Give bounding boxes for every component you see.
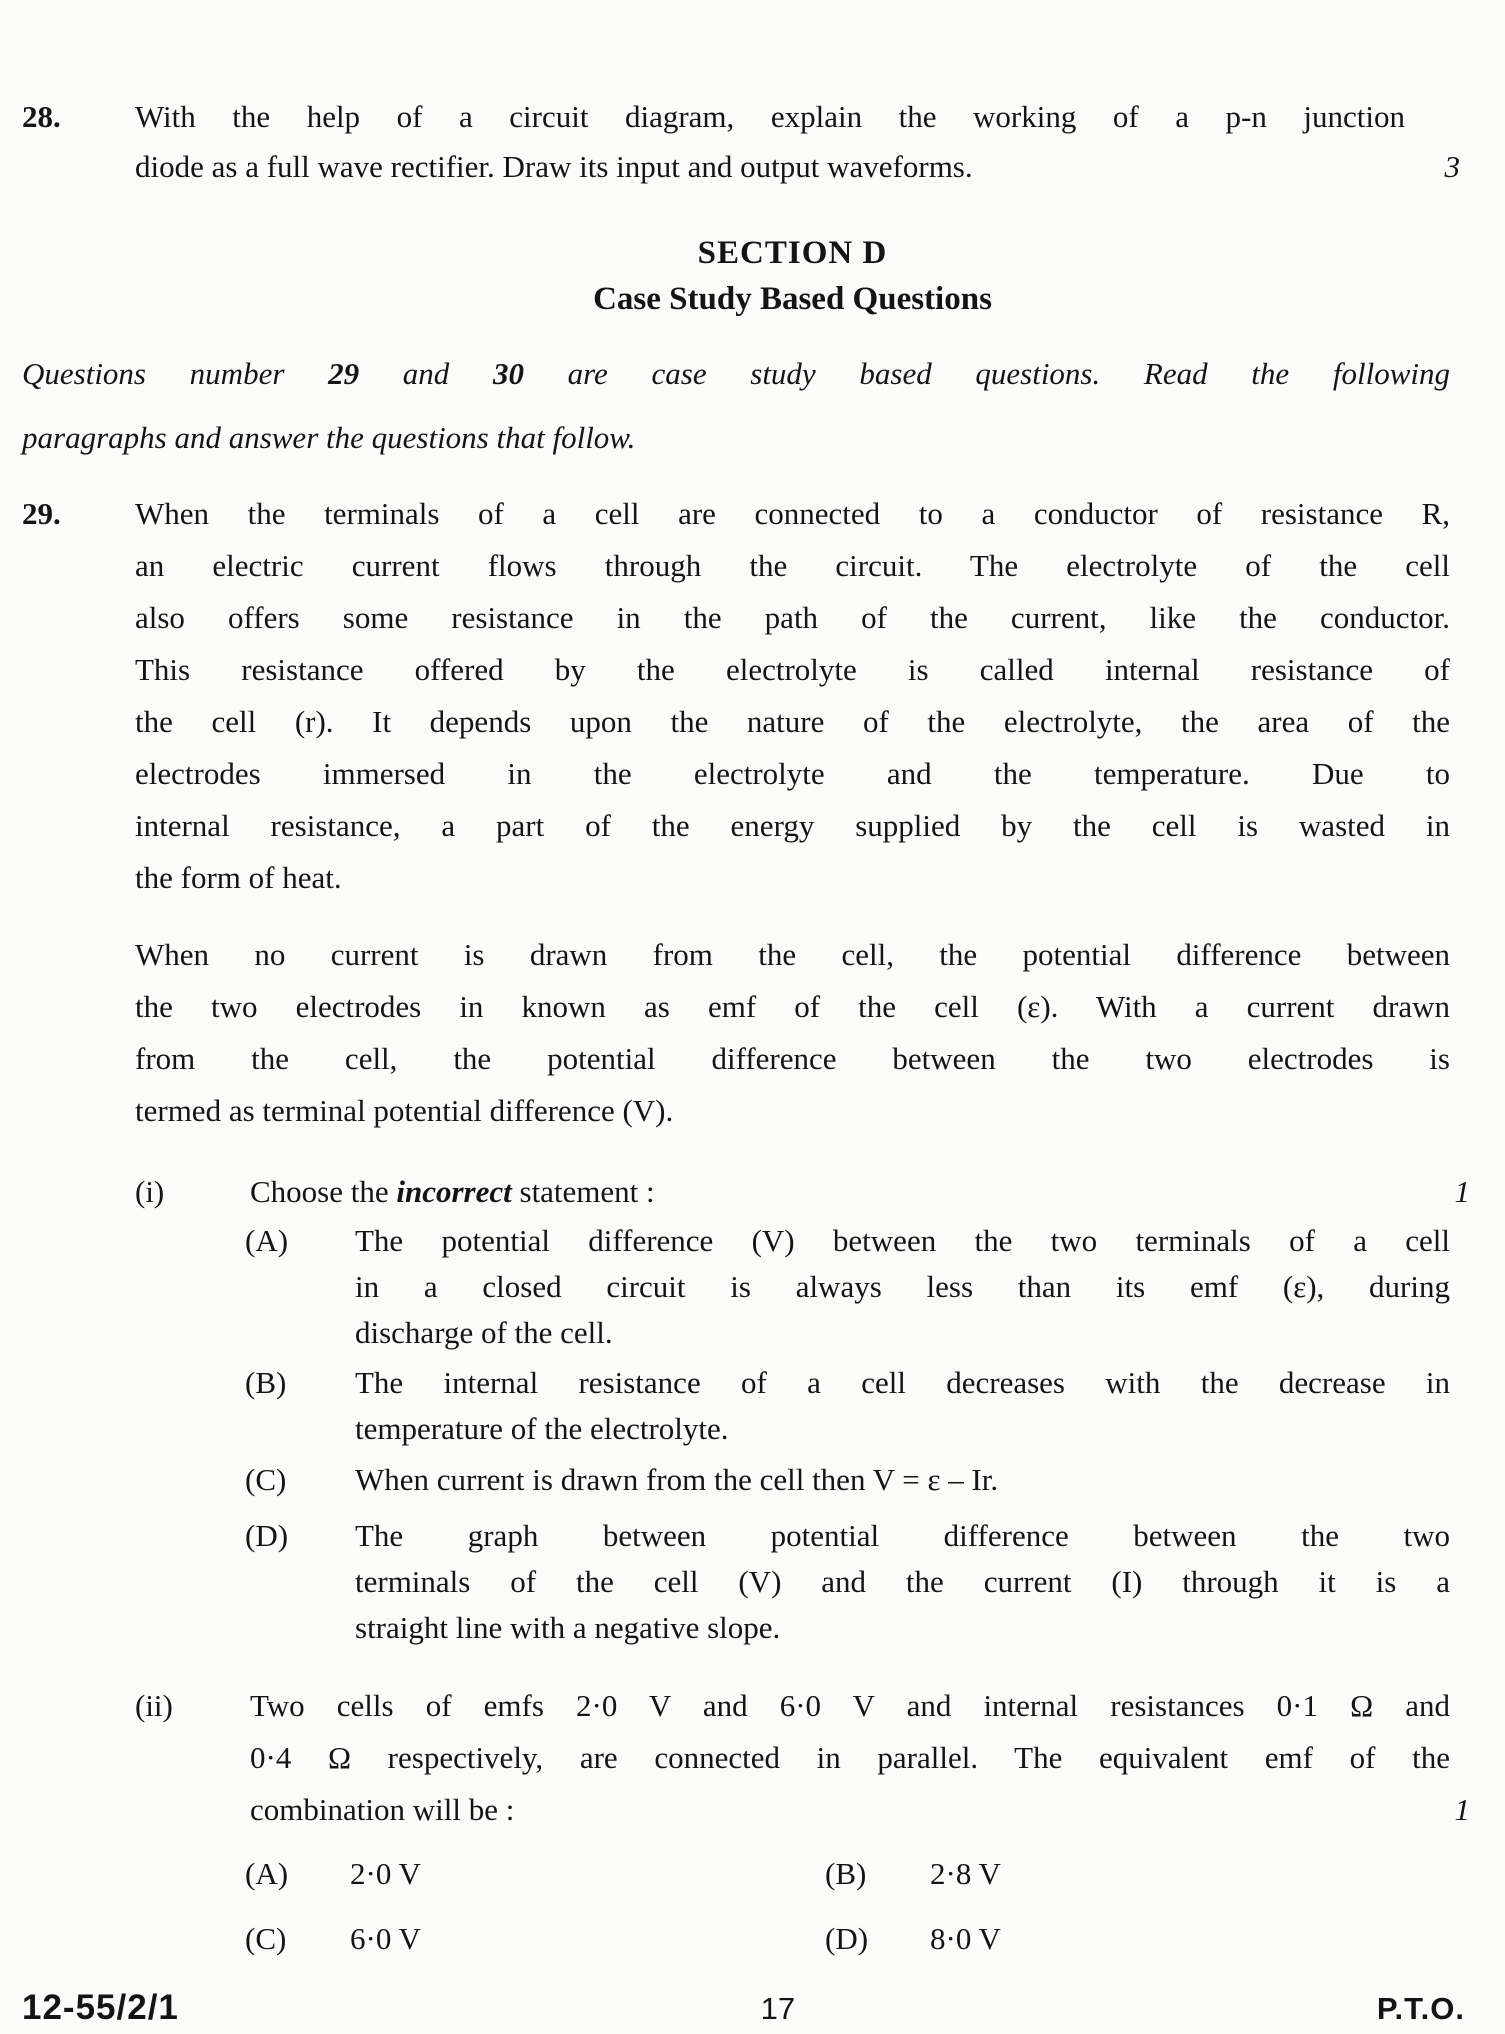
question-29 [22,488,1470,1965]
mcq-option-a-label: (A) [245,1856,289,1891]
option-line: terminals of the cell (V) and the current (I) through it is a [355,1564,1450,1599]
question-29-number: 29. [22,496,61,531]
sub-question-i-header [135,1166,1470,1218]
mcq-option-b-value: 2·8 V [930,1856,1001,1891]
mcq-option-a-value: 2·0 V [350,1856,421,1891]
sub-question-line: 0·4 Ω respectively, are connected in parallel. The equivalent emf of the [250,1740,1450,1775]
option-c [135,1457,1450,1503]
paragraph-line: the cell (r). It depends upon the nature of the electrolyte, the area of the [135,704,1450,739]
instructions-question-number-30: 30 [492,356,524,391]
prompt-emphasis: incorrect [396,1174,512,1209]
paragraph-line: the two electrodes in known as emf of the cell (ε). With a current drawn [135,989,1450,1024]
option-line: The internal resistance of a cell decreases with the decrease in [355,1365,1450,1400]
option-line: in a closed circuit is always less than its emf (ε), during [355,1269,1450,1304]
option-a [135,1218,1450,1356]
paragraph-line: termed as terminal potential difference (V). [135,1093,674,1128]
option-d [135,1513,1450,1651]
paper-code: 12-55/2/1 [22,1988,179,2027]
prompt-text: Choose the [250,1174,397,1209]
question-29-paragraph-1 [135,488,1450,904]
mcq-option-b-label: (B) [825,1856,867,1891]
instructions-question-number-29: 29 [328,356,360,391]
option-line: When current is drawn from the cell then V = ε – Ir. [355,1462,999,1497]
question-28-line-1: With the help of a circuit diagram, explain the working of a p-n junction [135,99,1405,134]
question-28-body [135,92,1460,192]
option-d-text [355,1513,1450,1651]
paragraph-line: When no current is drawn from the cell, the potential difference between [135,937,1450,972]
option-a-label: (A) [245,1223,289,1258]
instructions-line-2: paragraphs and answer the questions that follow. [22,420,636,455]
mcq-option-d-value: 8·0 V [930,1921,1001,1956]
option-line: temperature of the electrolyte. [355,1411,729,1446]
option-line: The graph between potential difference between the two [355,1518,1450,1553]
section-title: SECTION D [697,235,888,271]
question-29-body [135,488,1470,1965]
paragraph-line: When the terminals of a cell are connected to a conductor of resistance R, [135,496,1450,531]
option-c-text [355,1457,1450,1503]
option-line: straight line with a negative slope. [355,1610,781,1645]
mcq-option-d-label: (D) [825,1921,869,1956]
question-28-number: 28. [22,99,61,134]
sub-question-ii-header [135,1680,1470,1836]
option-d-label: (D) [245,1518,289,1553]
option-b [135,1360,1450,1452]
question-28-marks: 3 [1444,149,1460,184]
instructions-seg-3: are case study based questions. Read the following [523,356,1450,391]
paragraph-line: also offers some resistance in the path of the current, like the conductor. [135,600,1450,635]
paragraph-line: from the cell, the potential difference between the two electrodes is [135,1041,1450,1076]
question-29-paragraph-2 [135,929,1450,1137]
instructions-line-1 [22,342,1450,406]
mcq-row-2 [245,1913,1450,1965]
section-subtitle: Case Study Based Questions [593,281,992,317]
mcq-option-c-label: (C) [245,1921,287,1956]
mcq-option-c-value: 6·0 V [350,1921,421,1956]
sub-question-i-prompt [250,1166,655,1218]
paragraph-line: internal resistance, a part of the energy supplied by the cell is wasted in [135,808,1450,843]
option-b-label: (B) [245,1365,287,1400]
sub-question-ii-label: (ii) [135,1688,173,1723]
page-number: 17 [760,1991,796,2026]
sub-question-ii-marks: 1 [1454,1792,1470,1827]
mcq-row-1 [245,1848,1450,1900]
mcq-options-grid [135,1848,1450,1965]
instructions-seg-1: Questions number [22,356,329,391]
option-line: discharge of the cell. [355,1315,613,1350]
question-28-line-2: diode as a full wave rectifier. Draw its input and output waveforms. [135,149,973,184]
page-footer [22,1988,1465,2028]
section-heading [135,230,1450,322]
instructions-seg-2: and [359,356,493,391]
option-c-label: (C) [245,1462,287,1497]
paragraph-line: the form of heat. [135,860,342,895]
sub-question-i-marks: 1 [1454,1174,1470,1209]
option-line: The potential difference (V) between the two terminals of a cell [355,1223,1450,1258]
sub-question-line: Two cells of emfs 2·0 V and 6·0 V and internal resistances 0·1 Ω and [250,1688,1450,1723]
pto-label: P.T.O. [1376,1991,1465,2026]
sub-question-i-label: (i) [135,1174,165,1209]
case-study-instructions [22,342,1450,470]
question-28 [22,92,1465,192]
sub-question-ii-text [250,1680,1470,1836]
prompt-text: statement : [511,1174,655,1209]
sub-question-line: combination will be : [250,1792,515,1827]
paragraph-line: This resistance offered by the electrolyte is called internal resistance of [135,652,1450,687]
option-a-text [355,1218,1450,1356]
paragraph-line: an electric current flows through the circuit. The electrolyte of the cell [135,548,1450,583]
option-b-text [355,1360,1450,1452]
paragraph-line: electrodes immersed in the electrolyte and the temperature. Due to [135,756,1450,791]
